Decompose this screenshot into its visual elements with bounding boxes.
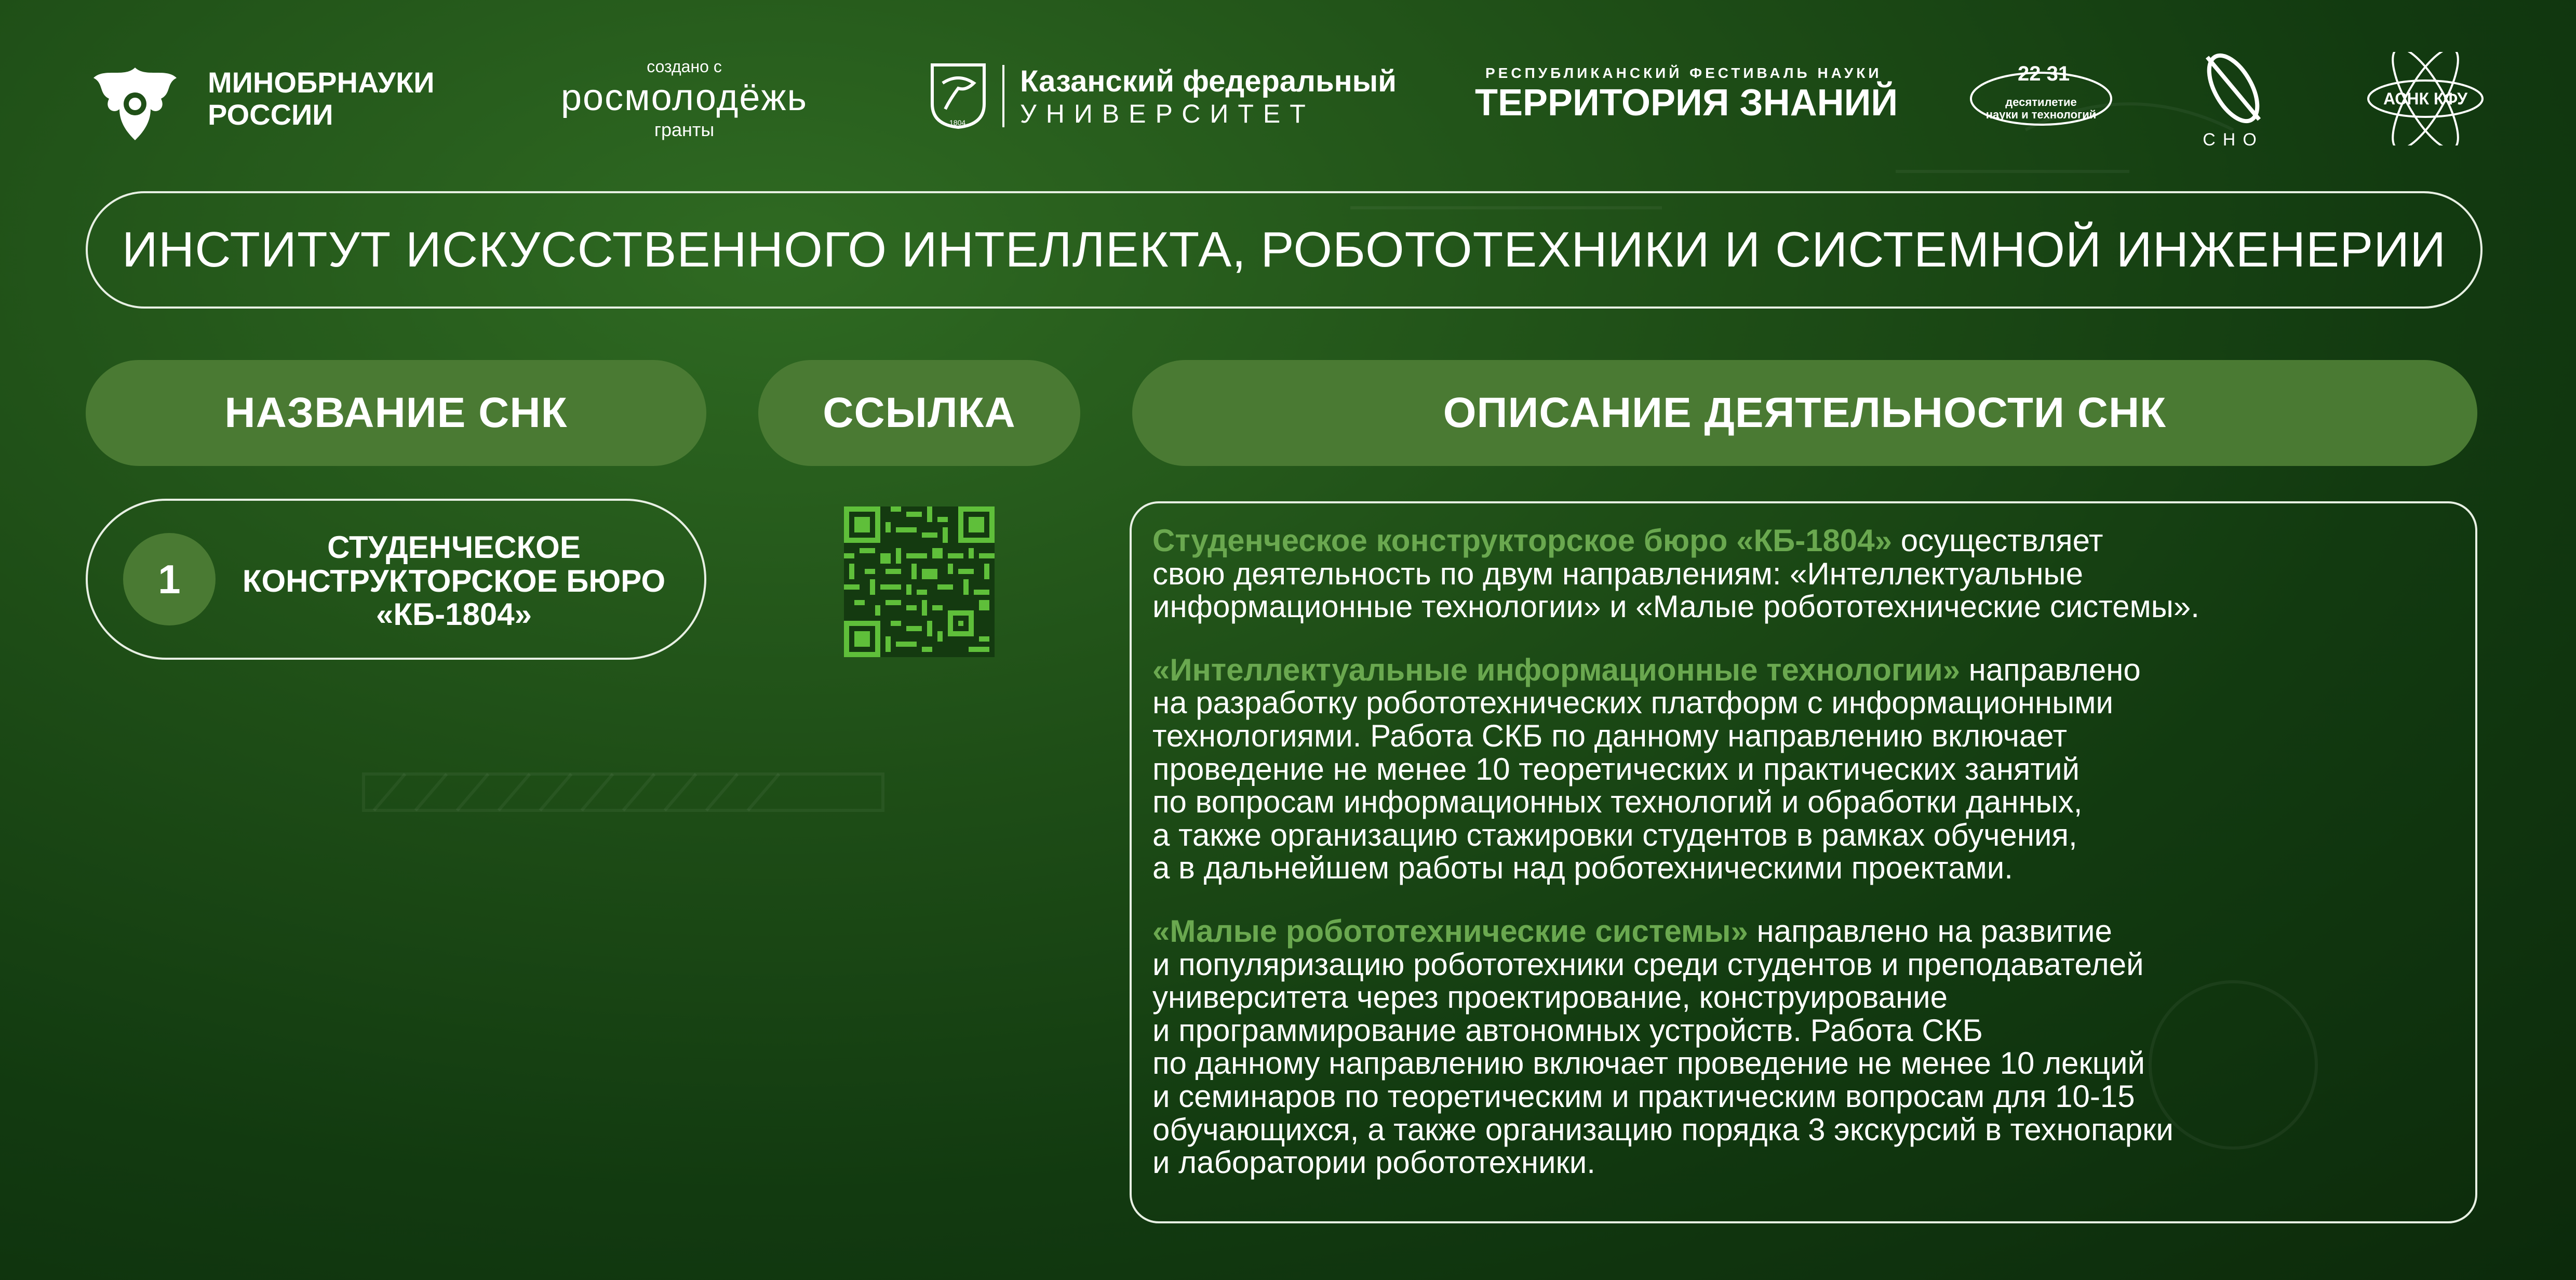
minobrnauki-text: МИНОБРНАУКИ РОССИИ <box>208 66 435 131</box>
kfu-logo <box>930 62 1397 130</box>
entry-description-card <box>1130 501 2477 1223</box>
asnk-text: АСНК КФУ <box>2383 89 2468 108</box>
entry-name-card <box>86 499 706 660</box>
description-text: направлено на развитие и популяризацию робототехники среди студентов и преподавателей университета через проектирование, конструирование и программирование автономных устройств. Работа СКБ по данному направлению включает проведение не менее 10 лекций и семинаров по теоретическим и практическим вопросам для 10-15 обучающихся, а также организацию порядка 3 экскурсий в технопарки и лаборатории робототехники. <box>1152 913 2174 1180</box>
kfu-divider <box>1002 65 1004 127</box>
entry-number: 1 <box>158 556 181 602</box>
eagle-emblem-icon <box>83 47 187 151</box>
decade-numbers: 22 31 <box>2018 62 2070 85</box>
description-paragraph <box>1152 654 2454 885</box>
institute-title <box>86 191 2483 309</box>
sno-symbol-icon <box>2192 47 2275 130</box>
qr-code[interactable] <box>844 506 995 657</box>
entry-number-badge <box>123 533 216 625</box>
rosmolodezh-logo <box>561 57 808 141</box>
minobrnauki-logo <box>83 47 435 151</box>
description-paragraph <box>1152 524 2454 623</box>
column-header-link <box>758 360 1080 466</box>
description-paragraph <box>1152 915 2454 1179</box>
sno-logo <box>2192 47 2275 150</box>
column-header-name <box>86 360 706 466</box>
entry-name: СТУДЕНЧЕСКОЕ КОНСТРУКТОРСКОЕ БЮРО «КБ-1804» <box>242 529 666 632</box>
description-text: направлено на разработку робототехнических платформ с информационными технологиями. Работа СКБ по данному направлению включает проведение не менее 10 теоретических и практических занятий по вопросам информационных технологий и обработки данных, а также организацию стажировки студентов в рамках обучения, а в дальнейшем работы над роботехническими проектами. <box>1152 652 2141 886</box>
column-header-link-text: ССЫЛКА <box>823 389 1016 436</box>
rosmolodezh-bottom-text: гранты <box>654 119 715 140</box>
decade-text: десятилетие науки и технологий <box>1985 96 2097 122</box>
rosmolodezh-main-text: росмолодёжь <box>561 77 808 118</box>
rosmolodezh-top-text: создано с <box>647 57 722 76</box>
territoriya-znaniy-logo <box>1475 65 1898 124</box>
festival-top-text: РЕСПУБЛИКАНСКИЙ ФЕСТИВАЛЬ НАУКИ <box>1485 65 1882 81</box>
kfu-line2: УНИВЕРСИТЕТ <box>1020 99 1315 128</box>
institute-title-text: ИНСТИТУТ ИСКУССТВЕННОГО ИНТЕЛЛЕКТА, РОБОТОТЕХНИКИ И СИСТЕМНОЙ ИНЖЕНЕРИИ <box>122 222 2447 277</box>
festival-main-text: ТЕРРИТОРИЯ ЗНАНИЙ <box>1475 82 1898 124</box>
description-highlight: «Интеллектуальные информационные технологии» <box>1152 652 1960 687</box>
column-header-name-text: НАЗВАНИЕ СНК <box>224 389 568 436</box>
description-text: осуществляет свою деятельность по двум направлениям: «Интеллектуальные информационные технологии» и «Малые робототехнические системы». <box>1152 523 2199 624</box>
column-header-description-text: ОПИСАНИЕ ДЕЯТЕЛЬНОСТИ СНК <box>1443 389 2167 436</box>
description-highlight: «Малые робототехнические системы» <box>1152 913 1748 949</box>
column-header-description <box>1132 360 2477 466</box>
kfu-year: 1804 <box>949 118 966 127</box>
decade-science-logo <box>1968 60 2114 138</box>
asnk-kfu-logo <box>2358 52 2493 145</box>
description-highlight: Студенческое конструкторское бюро «КБ-1804» <box>1152 523 1893 558</box>
sno-text: СНО <box>2203 130 2264 150</box>
kfu-line1: Казанский федеральный <box>1020 64 1397 98</box>
header-logos <box>83 42 2493 156</box>
